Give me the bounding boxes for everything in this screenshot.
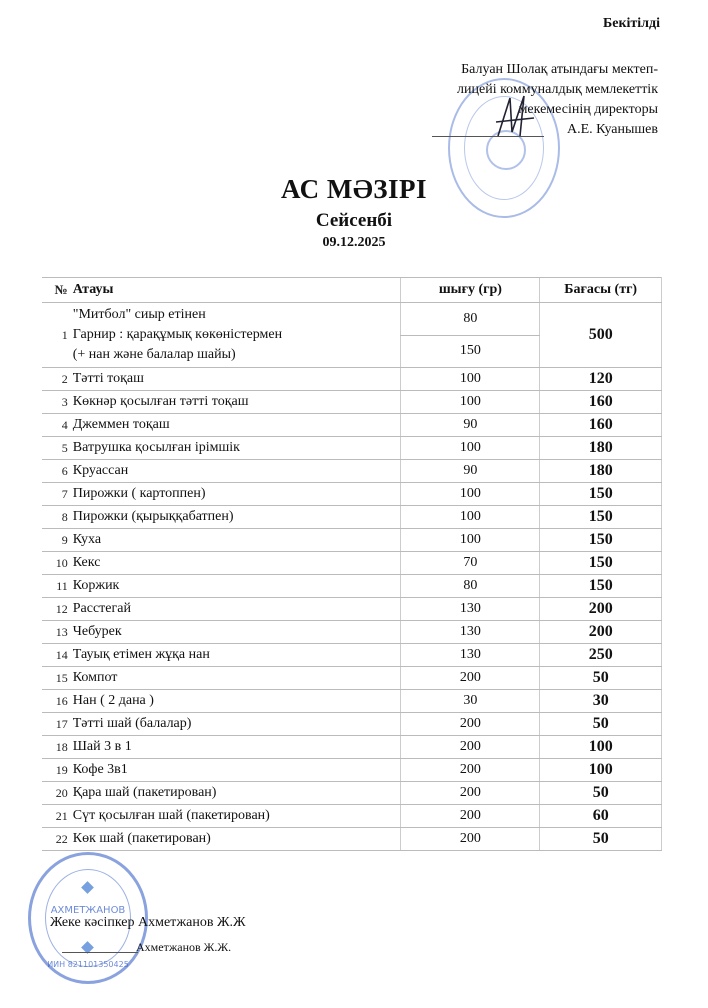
row-num: 16 [42,690,70,713]
row-num: 7 [42,483,70,506]
row-name: Пирожки ( картоппен) [70,483,401,506]
row-name: Тәтті тоқаш [70,368,401,391]
row-price: 50 [540,828,662,851]
row-name: Компот [70,667,401,690]
table-row [42,575,662,598]
row-yield: 150 [401,335,540,368]
row-num: 8 [42,506,70,529]
entrepreneur-label: Жеке кәсіпкер Ахметжанов Ж.Ж [50,915,246,930]
row-num: 4 [42,414,70,437]
row-yield: 90 [401,414,540,437]
table-row [42,598,662,621]
row-name: Круассан [70,460,401,483]
row-name: Қара шай (пакетирован) [70,782,401,805]
row-name: Тауық етімен жұқа нан [70,644,401,667]
menu-table [42,277,662,851]
row-yield: 130 [401,598,540,621]
row-name: Куха [70,529,401,552]
table-row [42,621,662,644]
row-price: 200 [540,598,662,621]
table-row [42,828,662,851]
row-price: 50 [540,782,662,805]
row-price: 500 [540,303,662,368]
header-price: Бағасы (тг) [540,278,662,303]
table-header-row [42,278,662,303]
row-yield: 30 [401,690,540,713]
row-num: 10 [42,552,70,575]
day-of-week: Сейсенбі [315,210,393,231]
row-name: Тәтті шай (балалар) [70,713,401,736]
row-yield: 200 [401,713,540,736]
row-yield: 200 [401,667,540,690]
row-price: 150 [540,529,662,552]
table-row [42,667,662,690]
row-yield: 70 [401,552,540,575]
row-name: Ватрушка қосылған ірімшік [70,437,401,460]
table-row [42,690,662,713]
row-yield: 200 [401,759,540,782]
row-num: 11 [42,575,70,598]
row-price: 150 [540,506,662,529]
row-num: 3 [42,391,70,414]
row-price: 120 [540,368,662,391]
table-row [42,529,662,552]
row-num: 2 [42,368,70,391]
row-price: 150 [540,483,662,506]
row-name: Нан ( 2 дана ) [70,690,401,713]
row-name [70,303,401,368]
row-num: 1 [42,303,70,368]
row-price: 160 [540,414,662,437]
row-yield: 200 [401,828,540,851]
table-row [42,713,662,736]
table-row [42,805,662,828]
row-name: Пирожки (қырыққабатпен) [70,506,401,529]
table-row [42,782,662,805]
header-yield: шығу (гр) [401,278,540,303]
entrepreneur-signature-name: Ахметжанов Ж.Ж. [136,940,232,954]
row-num: 21 [42,805,70,828]
row-price: 160 [540,391,662,414]
row-name: Көкнәр қосылған тәтті тоқаш [70,391,401,414]
row-price: 180 [540,437,662,460]
row-price: 30 [540,690,662,713]
row-name-line: Гарнир : қарақұмық көкөністермен [72,327,283,342]
row-num: 17 [42,713,70,736]
row-num: 9 [42,529,70,552]
row-num: 18 [42,736,70,759]
page-title: АС МӘЗІРІ [280,174,428,204]
table-row [42,506,662,529]
row-yield: 200 [401,782,540,805]
row-yield: 80 [401,575,540,598]
row-name: Чебурек [70,621,401,644]
row-price: 200 [540,621,662,644]
approved-label: Бекітілді [602,16,660,31]
row-price: 150 [540,552,662,575]
row-name: Шай 3 в 1 [70,736,401,759]
stamp-id: ИИН 821101350425 [47,960,129,969]
row-price: 100 [540,759,662,782]
table-row [42,391,662,414]
header-num: № [42,278,70,303]
row-price: 250 [540,644,662,667]
row-num: 14 [42,644,70,667]
row-yield: 130 [401,644,540,667]
approver-line-1: Балуан Шолақ атындағы мектеп- [461,62,658,77]
row-num: 22 [42,828,70,851]
row-price: 50 [540,713,662,736]
row-yield: 100 [401,391,540,414]
row-yield: 100 [401,368,540,391]
row-name: Коржик [70,575,401,598]
approver-name: А.Е. Куанышев [567,122,658,137]
header-name: Атауы [70,278,401,303]
row-yield: 200 [401,805,540,828]
row-price: 180 [540,460,662,483]
row-num: 15 [42,667,70,690]
row-name: Расстегай [70,598,401,621]
row-yield: 100 [401,437,540,460]
table-row [42,759,662,782]
row-yield: 80 [401,303,540,336]
row-price: 150 [540,575,662,598]
table-row [42,414,662,437]
table-row [42,437,662,460]
row-yield: 100 [401,483,540,506]
row-num: 12 [42,598,70,621]
row-name: Кофе 3в1 [70,759,401,782]
row-name: Көк шай (пакетирован) [70,828,401,851]
table-row [42,460,662,483]
signature-icon [490,92,540,142]
row-num: 5 [42,437,70,460]
table-row [42,368,662,391]
row-num: 20 [42,782,70,805]
row-yield: 130 [401,621,540,644]
table-row [42,552,662,575]
approver-line-2: лицейі коммуналдық мемлекеттік [457,82,658,97]
menu-date: 09.12.2025 [322,235,386,250]
row-num: 13 [42,621,70,644]
table-row [42,736,662,759]
row-yield: 90 [401,460,540,483]
footer-signature-line [62,952,138,953]
row-yield: 100 [401,529,540,552]
table-row [42,644,662,667]
stamp-name: АХМЕТЖАНОВ [50,905,126,916]
row-name: Кекс [70,552,401,575]
row-name-line: "Митбол" сиыр етінен [72,307,206,322]
table-row [42,483,662,506]
row-name: Джеммен тоқаш [70,414,401,437]
row-price: 50 [540,667,662,690]
table-row [42,303,662,336]
approver-line-3: мекемесінің директоры [518,102,658,117]
row-price: 100 [540,736,662,759]
row-yield: 200 [401,736,540,759]
row-name-line: (+ нан және балалар шайы) [72,347,236,362]
row-price: 60 [540,805,662,828]
row-yield: 100 [401,506,540,529]
row-num: 6 [42,460,70,483]
row-name: Сүт қосылған шай (пакетирован) [70,805,401,828]
row-num: 19 [42,759,70,782]
